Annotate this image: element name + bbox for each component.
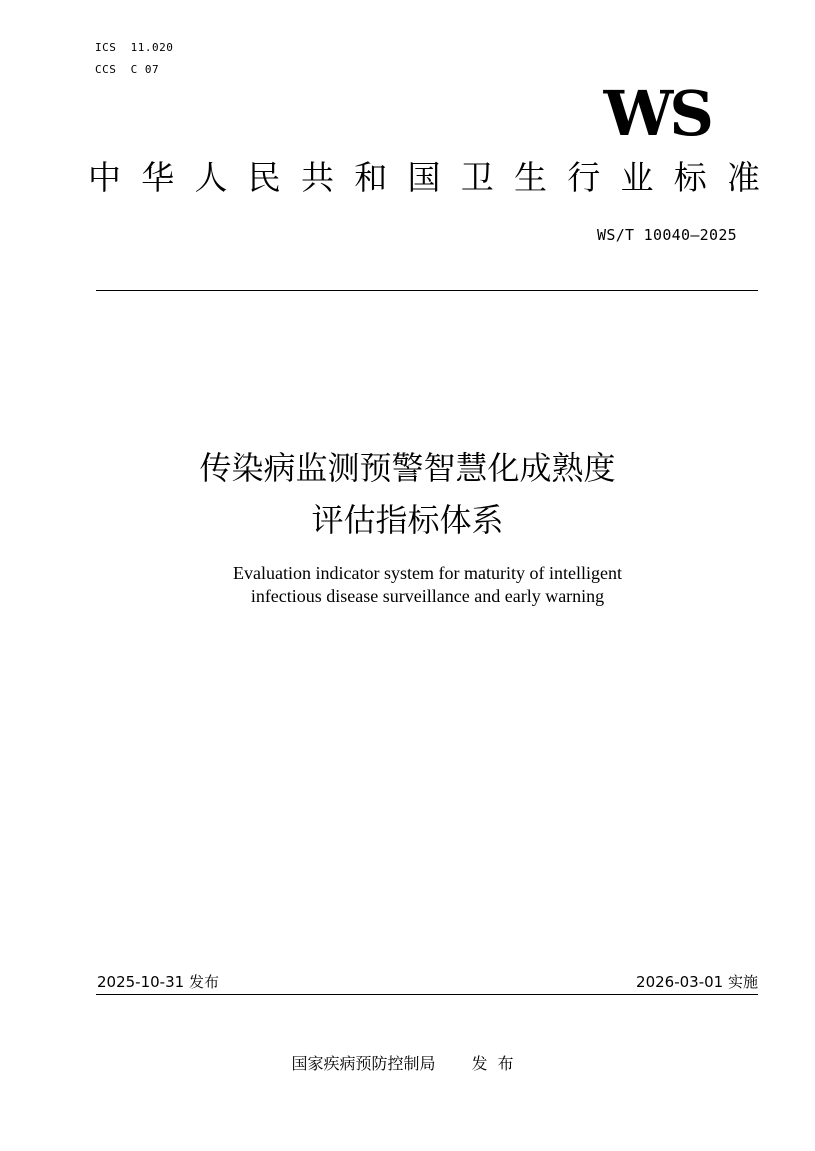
issuer-name: 国家疾病预防控制局 (291, 1054, 436, 1073)
standard-type-char: 华 (141, 158, 175, 197)
ws-logo: WS (603, 77, 710, 150)
english-title-line-2: infectious disease surveillance and early warning (250, 586, 605, 606)
standard-type-char: 民 (247, 158, 281, 197)
standard-type-char: 业 (620, 158, 654, 197)
standard-type-char: 人 (194, 158, 228, 197)
ccs-code: CCS C 07 (95, 63, 160, 76)
standard-type-char: 准 (727, 158, 760, 197)
standard-type-char: 标 (673, 158, 707, 197)
chinese-title-line-2: 评估指标体系 (311, 501, 504, 539)
standard-number: WS/T 10040—2025 (597, 226, 737, 244)
bottom-divider (96, 994, 758, 995)
standard-type-char: 中 (88, 158, 121, 197)
issue-date: 2025-10-31 发布 (97, 973, 219, 991)
english-title (0, 562, 815, 608)
standard-type-char: 和 (354, 158, 388, 197)
standard-type-char: 生 (514, 158, 547, 197)
chinese-title (0, 442, 815, 546)
standard-type-char: 国 (407, 158, 441, 197)
ics-code: ICS 11.020 (95, 41, 174, 54)
standard-type-title (88, 155, 760, 201)
english-title-line-1: Evaluation indicator system for maturity of intelligent (233, 563, 622, 583)
issuer-action: 发布 (471, 1054, 524, 1073)
top-divider (96, 290, 758, 291)
standard-type-char: 卫 (460, 158, 494, 197)
implementation-date: 2026-03-01 实施 (636, 973, 758, 991)
standard-type-char: 行 (567, 158, 601, 197)
chinese-title-line-1: 传染病监测预警智慧化成熟度 (199, 449, 616, 487)
issuing-authority (0, 1052, 815, 1076)
standard-type-char: 共 (301, 158, 334, 197)
